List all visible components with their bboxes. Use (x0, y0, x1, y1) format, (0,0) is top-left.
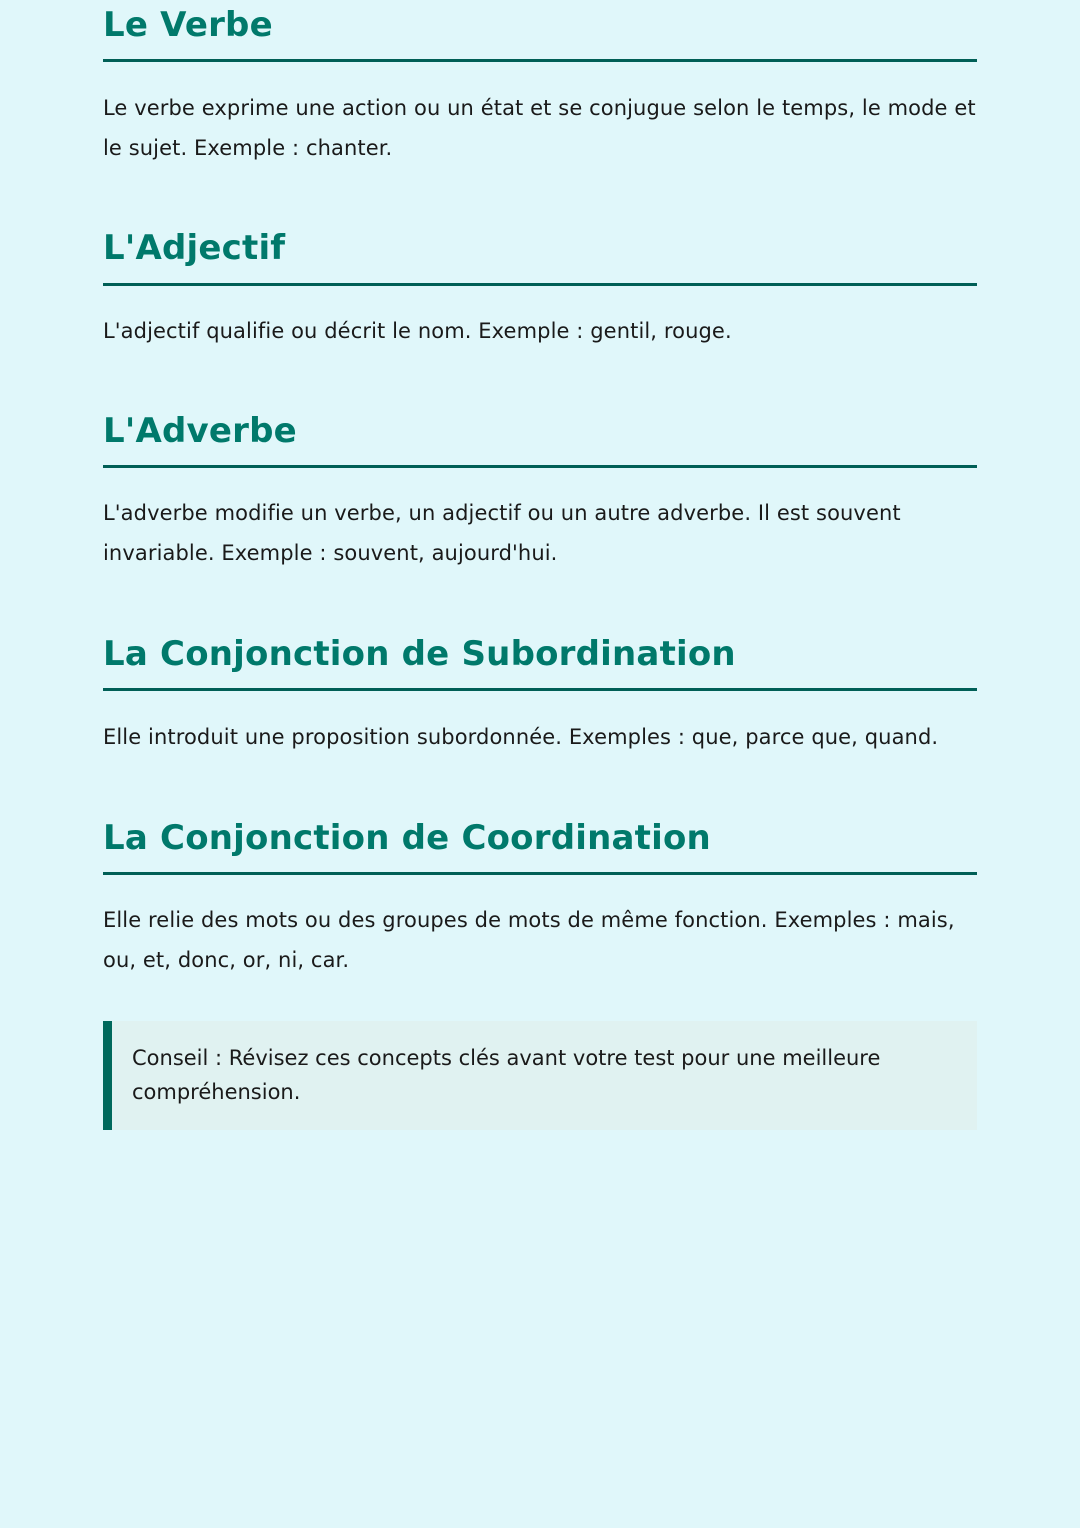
section-text-coordination: Elle relie des mots ou des groupes de mots de même fonction. Exemples : mais, ou, et, donc, or, ni, car. (103, 908, 955, 972)
tip-text: Conseil : Révisez ces concepts clés avant votre test pour une meilleure compréhension. (132, 1046, 881, 1104)
tip-callout (103, 1021, 977, 1130)
section-text-subordination: Elle introduit une proposition subordonnée. Exemples : que, parce que, quand. (103, 725, 939, 749)
section-divider (103, 283, 977, 286)
section-text-verbe: Le verbe exprime une action ou un état et se conjugue selon le temps, le mode et le sujet. Exemple : chanter. (103, 96, 976, 160)
section-divider (103, 872, 977, 875)
section-title-coordination: La Conjonction de Coordination (103, 818, 711, 858)
section-divider (103, 59, 977, 62)
section-divider (103, 465, 977, 468)
section-title-adjectif: L'Adjectif (103, 228, 286, 268)
section-divider (103, 688, 977, 691)
section-title-adverbe: L'Adverbe (103, 411, 297, 451)
section-title-verbe: Le Verbe (103, 5, 273, 45)
section-title-subordination: La Conjonction de Subordination (103, 634, 736, 674)
section-text-adverbe: L'adverbe modifie un verbe, un adjectif ou un autre adverbe. Il est souvent invariable. Exemple : souvent, aujourd'hui. (103, 501, 901, 565)
section-text-adjectif: L'adjectif qualifie ou décrit le nom. Exemple : gentil, rouge. (103, 319, 732, 343)
